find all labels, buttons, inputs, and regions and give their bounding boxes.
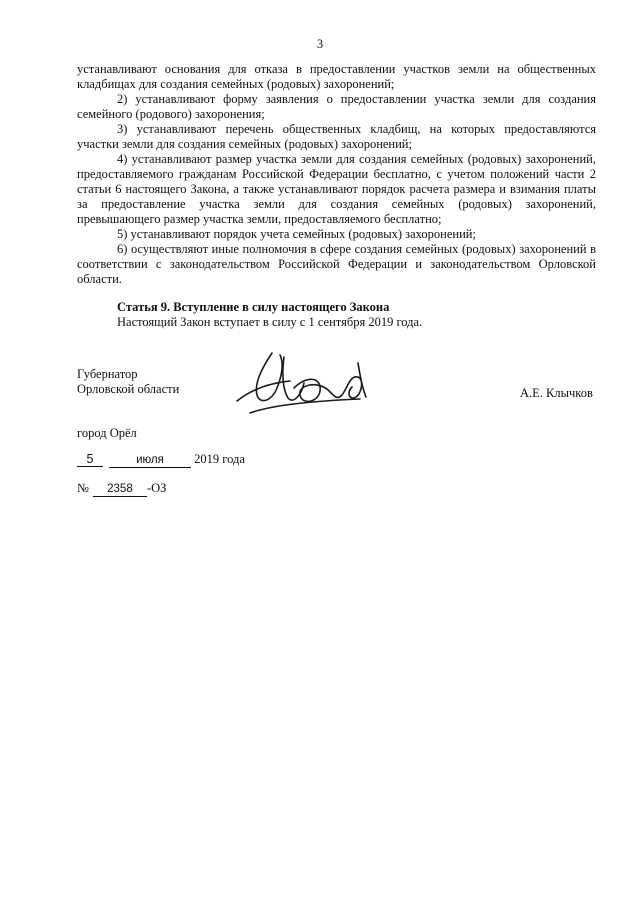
body-text: [77, 62, 596, 287]
paragraph: устанавливают основания для отказа в предоставлении участков земли на общественных кладбищах для создания семейных (родовых) захоронений;: [77, 62, 596, 91]
signatory-name: А.Е. Клычков: [520, 386, 593, 400]
position-line: Губернатор: [77, 367, 138, 381]
law-number: 2358: [93, 483, 147, 497]
signatory-position: [77, 367, 179, 397]
law-number-line: [77, 481, 166, 497]
city-line: город Орёл: [77, 426, 137, 440]
law-number-suffix: -ОЗ: [146, 481, 167, 495]
date-line: [77, 452, 245, 468]
date-month: июля: [109, 454, 191, 468]
position-line: Орловской области: [77, 382, 180, 396]
page-number: 3: [316, 37, 324, 51]
date-year: 2019 года: [194, 452, 245, 466]
paragraph: 6) осуществляют иные полномочия в сфере создания семейных (родовых) захоронений в соответствии с законодательством Российской Федерации и законодательством Орловской области.: [77, 242, 596, 286]
paragraph: 4) устанавливают размер участка земли для создания семейных (родовых) захоронений, предоставляемого гражданам Российской Федерации бесплатно, с учетом положений части 2 статьи 6 настоящего Закона, а также устанавливают порядок расчета размера и взимания платы за предоставление участка земли для создания семейных (родовых) захоронений, превышающего размер участка земли, предоставляемого бесплатно;: [77, 152, 596, 226]
date-day: 5: [77, 453, 103, 467]
paragraph: 2) устанавливают форму заявления о предоставлении участка земли для создания семейного (родового) захоронения;: [77, 92, 596, 121]
signature-image: [232, 343, 382, 423]
paragraph: 5) устанавливают порядок учета семейных (родовых) захоронений;: [117, 227, 476, 241]
article-9: [117, 300, 597, 330]
article-title: Статья 9. Вступление в силу настоящего Закона: [117, 300, 390, 314]
number-sign: №: [77, 481, 89, 495]
article-text: Настоящий Закон вступает в силу с 1 сентября 2019 года.: [117, 315, 423, 329]
paragraph: 3) устанавливают перечень общественных кладбищ, на которых предоставляются участки земли для создания семейных (родовых) захоронений;: [77, 122, 596, 151]
